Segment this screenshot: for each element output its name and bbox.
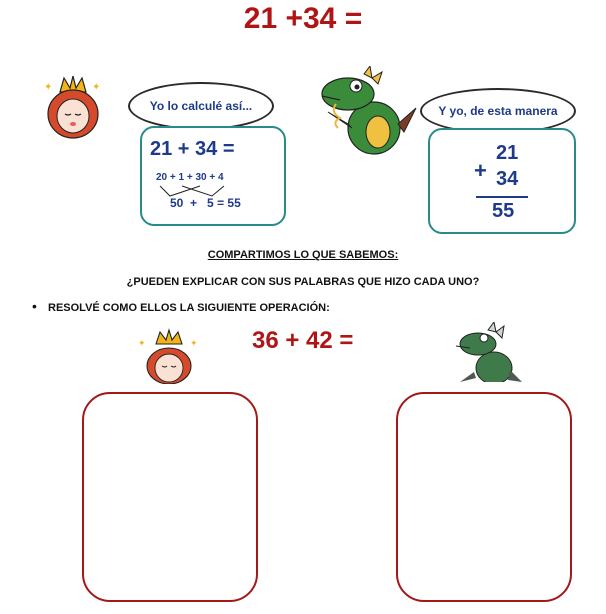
princess-answer-box[interactable] [82, 392, 258, 602]
instruction-text: RESOLVÉ COMO ELLOS LA SIGUIENTE OPERACIÓN: [48, 302, 330, 314]
decomposition-row: 20 + 1 + 30 + 4 [156, 172, 224, 183]
partial-5: 5 [207, 196, 214, 210]
princess-work-box [140, 126, 286, 226]
dragon-answer-box[interactable] [396, 392, 572, 602]
column-plus: + [474, 158, 487, 183]
princess-speech-bubble [128, 82, 274, 130]
page-title: 21 +34 = [243, 2, 363, 35]
partial-50: 50 [170, 196, 184, 210]
princess-equation: 21 + 34 = [150, 138, 235, 160]
princess-bubble-text: Yo lo calculé así... [149, 99, 253, 113]
bullet-point: • [32, 298, 37, 314]
dragon-work-box [428, 128, 576, 234]
dragon-icon [312, 66, 418, 158]
svg-text:✦: ✦ [138, 338, 146, 348]
svg-text:✦: ✦ [190, 338, 198, 348]
decomp-1: 1 [178, 172, 185, 183]
column-divider [476, 196, 528, 198]
princess-icon [38, 72, 108, 142]
column-top: 21 [496, 142, 519, 164]
decomp-20: 20 [156, 172, 168, 183]
princess-icon [136, 328, 202, 384]
dragon-bubble-text: Y yo, de esta manera [438, 104, 558, 118]
princess-result: 55 [227, 196, 241, 210]
column-bottom: 34 [496, 168, 519, 190]
column-result: 55 [492, 200, 515, 222]
second-operation: 36 + 42 = [252, 327, 354, 354]
dragon-icon [452, 322, 524, 382]
discussion-question: ¿PUEDEN EXPLICAR CON SUS PALABRAS QUE HIZO CADA UNO? [126, 276, 480, 288]
decomp-4: 4 [218, 172, 224, 183]
sum-row: 50 + 5 = 55 [170, 196, 241, 210]
decomp-30: 30 [195, 172, 207, 183]
svg-text:✦: ✦ [44, 82, 53, 93]
svg-text:✦: ✦ [92, 82, 101, 93]
section-title: COMPARTIMOS LO QUE SABEMOS: [207, 249, 399, 261]
